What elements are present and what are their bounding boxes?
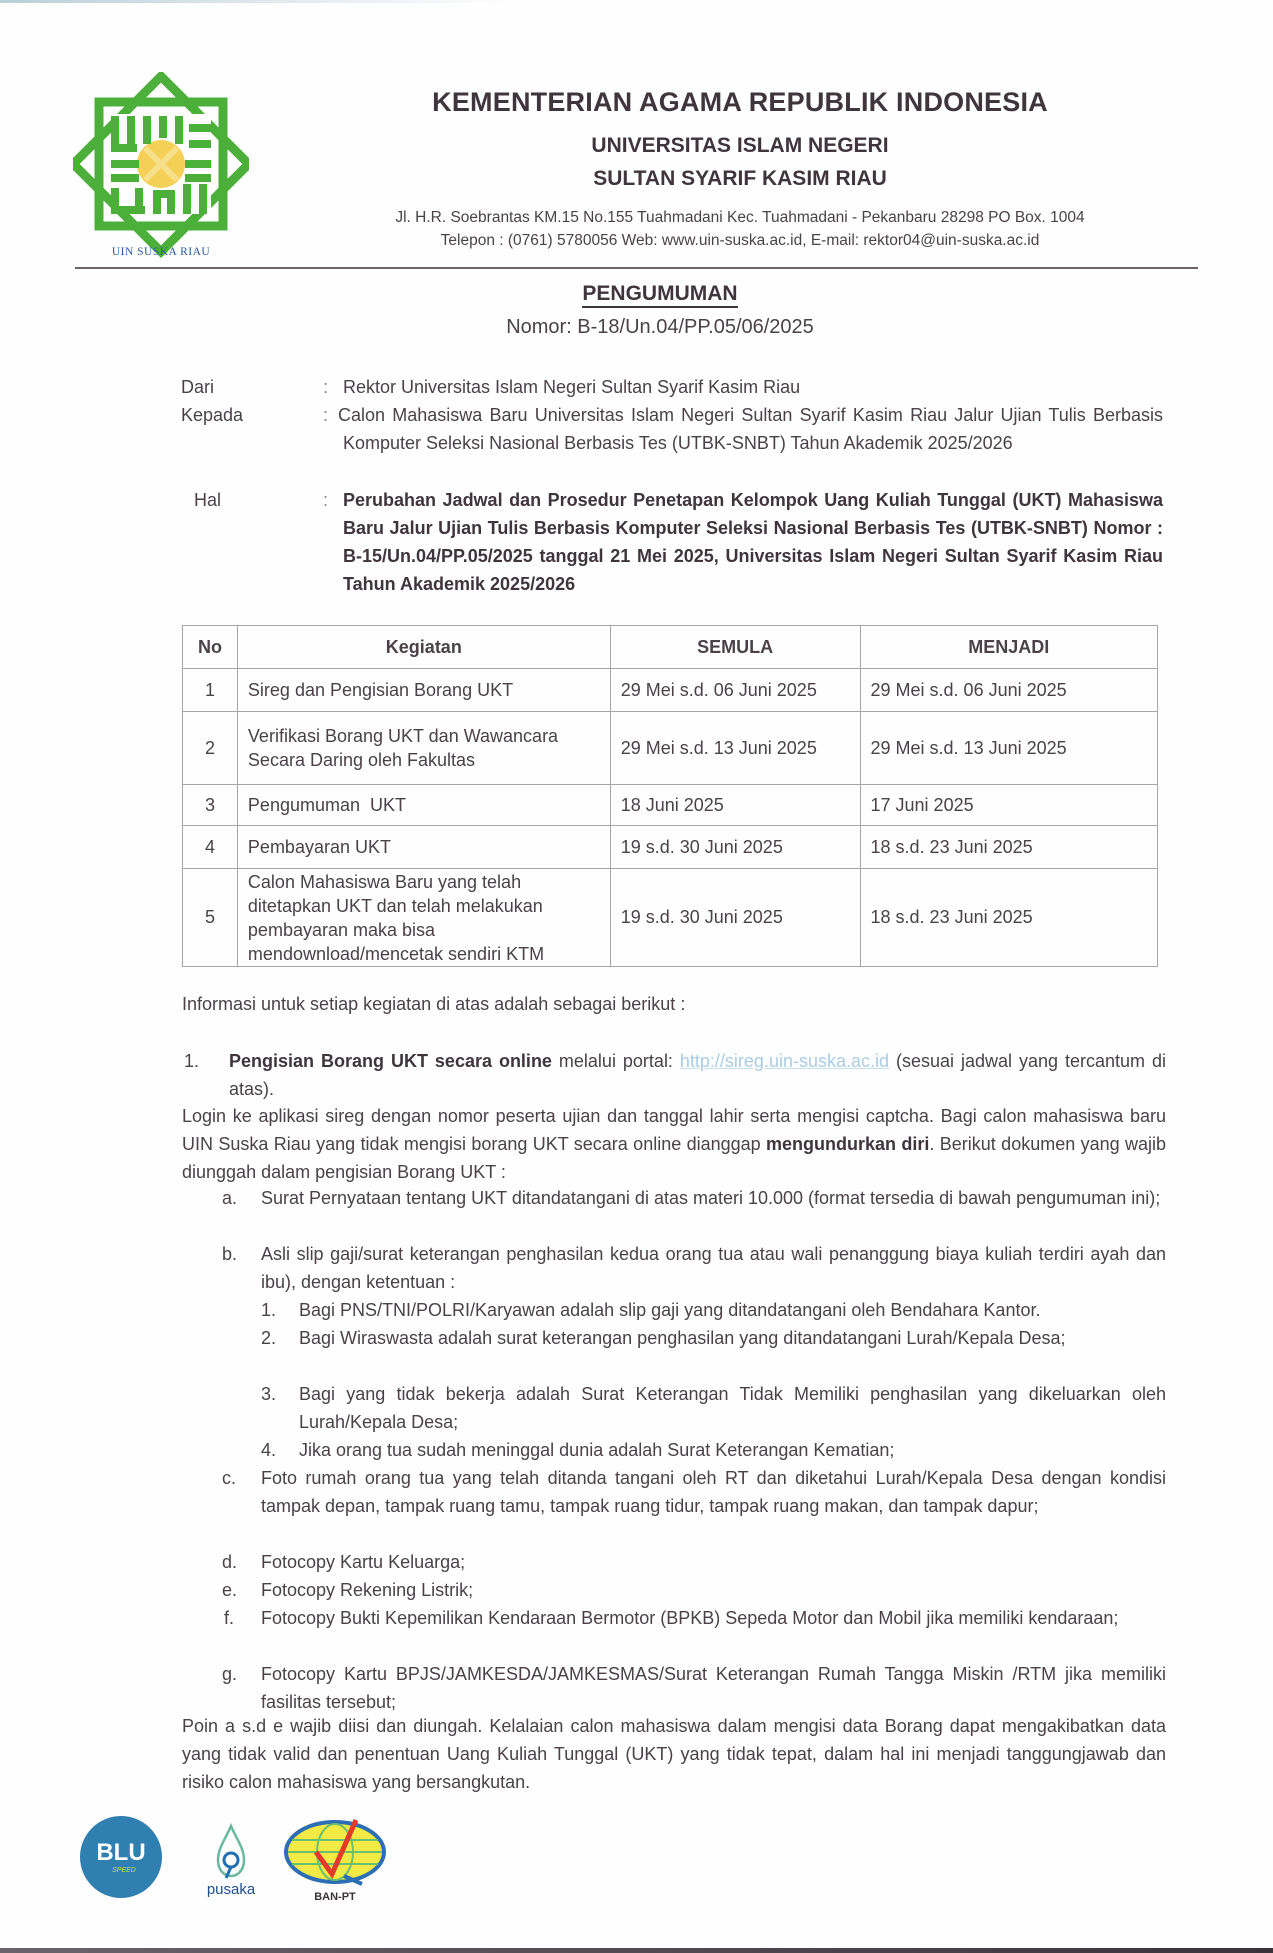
doc-c-text: Foto rumah orang tua yang telah ditanda tangani oleh RT dan diketahui Lurah/Kepala Desa dengan kondisi tampak depan, tampak ruang tamu, tampak ruang tidur, tampak ruang makan, dan tampak dapur; — [261, 1468, 1166, 1516]
table-row — [183, 869, 1158, 967]
row-no: 2 — [183, 712, 238, 785]
info-intro: Informasi untuk setiap kegiatan di atas adalah sebagai berikut : — [182, 994, 686, 1014]
logo-caption: UIN SUSKA RIAU — [111, 246, 211, 258]
row-no: 1 — [183, 669, 238, 712]
announcement-title — [400, 282, 920, 306]
doc-f-text: Fotocopy Bukti Kepemilikan Kendaraan Bermotor (BPKB) Sepeda Motor dan Mobil jika memiliki kendaraan; — [261, 1608, 1119, 1628]
from-value: Rektor Universitas Islam Negeri Sultan Syarif Kasim Riau — [343, 377, 801, 397]
ministry-name: KEMENTERIAN AGAMA REPUBLIK INDONESIA — [432, 87, 1048, 117]
doc-c-marker: c. — [222, 1468, 237, 1488]
to-colon: : — [323, 405, 329, 425]
row-kegiatan: Sireg dan Pengisian Borang UKT — [237, 669, 610, 712]
item1-number: 1. — [184, 1051, 200, 1071]
ban-pt-logo-text: BAN-PT — [314, 1891, 356, 1903]
row-no: 3 — [183, 785, 238, 826]
row-no: 5 — [183, 869, 238, 967]
login-bold: mengundurkan diri — [766, 1134, 930, 1154]
to-value: Calon Mahasiswa Baru Universitas Islam Negeri Sultan Syarif Kasim Riau Jalur Ujian Tulis Berbasis Komputer Seleksi Nasional Berbasis Tes (UTBK-SNBT) Tahun Akademik 2025/2026 — [338, 405, 1163, 453]
item1-after-link: (sesuai jadwal yang tercantum di atas). — [229, 1051, 1166, 1099]
header-no: No — [183, 626, 238, 669]
row-kegiatan: Pembayaran UKT — [237, 826, 610, 869]
subject-label: Hal — [194, 490, 222, 510]
subject-colon: : — [323, 490, 329, 510]
row-semula: 18 Juni 2025 — [610, 785, 860, 826]
scan-bottom-edge — [0, 1948, 1273, 1953]
ban-pt-logo — [282, 1818, 388, 1904]
sireg-portal-link[interactable]: http://sireg.uin-suska.ac.id — [679, 1051, 890, 1071]
item1-before-link: melalui portal: — [551, 1051, 680, 1071]
table-row — [183, 712, 1158, 785]
rule-3-marker: 3. — [261, 1384, 277, 1404]
doc-b-text: Asli slip gaji/surat keterangan penghasilan kedua orang tua atau wali penanggung biaya kuliah terdiri ayah dan ibu), dengan ketentuan : — [261, 1244, 1166, 1292]
doc-a-marker: a. — [222, 1188, 238, 1208]
rule-4-text: Jika orang tua sudah meninggal dunia adalah Surat Keterangan Kematian; — [299, 1440, 895, 1460]
rule-1-marker: 1. — [261, 1300, 277, 1320]
university-name-line1: UNIVERSITAS ISLAM NEGERI — [591, 134, 889, 157]
doc-a-text: Surat Pernyataan tentang UKT ditandatangani di atas materi 10.000 (format tersedia di bawah pengumuman ini); — [261, 1188, 1161, 1208]
row-no: 4 — [183, 826, 238, 869]
row-semula: 19 s.d. 30 Juni 2025 — [610, 869, 860, 967]
doc-d-text: Fotocopy Kartu Keluarga; — [261, 1552, 466, 1572]
from-label: Dari — [181, 377, 215, 397]
header-menjadi: MENJADI — [860, 626, 1157, 669]
closing-paragraph: Poin a s.d e wajib diisi dan diungah. Kelalaian calon mahasiswa dalam mengisi data Borang dapat mengakibatkan data yang tidak valid dan penentuan Uang Kuliah Tunggal (UKT) yang tidak tepat, dalam hal ini menjadi tanggungjawab dan risiko calon mahasiswa yang bersangkutan. — [182, 1716, 1166, 1792]
announcement-title-text: PENGUMUMAN — [582, 282, 737, 308]
row-semula: 29 Mei s.d. 13 Juni 2025 — [610, 712, 860, 785]
row-semula: 29 Mei s.d. 06 Juni 2025 — [610, 669, 860, 712]
pusaka-logo-text: pusaka — [206, 1881, 256, 1898]
doc-d-marker: d. — [222, 1552, 238, 1572]
from-colon: : — [323, 377, 329, 397]
row-semula: 19 s.d. 30 Juni 2025 — [610, 826, 860, 869]
subject-value: Perubahan Jadwal dan Prosedur Penetapan Kelompok Uang Kuliah Tunggal (UKT) Mahasiswa Baru Jalur Ujian Tulis Berbasis Komputer Seleksi Nasional Berbasis Tes (UTBK-SNBT) Nomor : B-15/Un.04/PP.05/2025 tanggal 21 Mei 2025, Universitas Islam Negeri Sultan Syarif Kasim Riau Tahun Akademik 2025/2026 — [343, 490, 1163, 594]
row-kegiatan: Calon Mahasiswa Baru yang telah ditetapkan UKT dan telah melakukan pembayaran maka bisa mendownload/mencetak sendiri KTM — [237, 869, 610, 967]
table-header-row — [183, 626, 1158, 669]
row-menjadi: 29 Mei s.d. 06 Juni 2025 — [860, 669, 1157, 712]
pusaka-logo — [196, 1822, 266, 1902]
blu-logo — [78, 1814, 164, 1900]
row-menjadi: 18 s.d. 23 Juni 2025 — [860, 869, 1157, 967]
header-kegiatan: Kegiatan — [237, 626, 610, 669]
rule-3-text: Bagi yang tidak bekerja adalah Surat Keterangan Tidak Memiliki penghasilan yang dikeluarkan oleh Lurah/Kepala Desa; — [299, 1384, 1166, 1432]
row-menjadi: 17 Juni 2025 — [860, 785, 1157, 826]
rule-2-text: Bagi Wiraswasta adalah surat keterangan penghasilan yang ditandatangani Lurah/Kepala Desa; — [299, 1328, 1066, 1348]
login-paragraph — [182, 1102, 1166, 1186]
doc-e-text: Fotocopy Rekening Listrik; — [261, 1580, 474, 1600]
address: Jl. H.R. Soebrantas KM.15 No.155 Tuahmadani Kec. Tuahmadani - Pekanbaru 28298 PO Box. 1004 — [395, 209, 1085, 226]
row-kegiatan: Pengumuman UKT — [237, 785, 610, 826]
login-text-after: . Berikut dokumen yang wajib diunggah dalam pengisian Borang UKT : — [182, 1134, 1167, 1182]
table-row — [183, 826, 1158, 869]
rule-1-text: Bagi PNS/TNI/POLRI/Karyawan adalah slip gaji yang ditandatangani oleh Bendahara Kantor. — [299, 1300, 1041, 1320]
doc-f-marker: f. — [224, 1608, 235, 1628]
doc-e-marker: e. — [222, 1580, 238, 1600]
university-name-line2: SULTAN SYARIF KASIM RIAU — [593, 167, 887, 190]
blu-logo-subtext: SPEED — [112, 1867, 136, 1874]
announcement-number: Nomor: B-18/Un.04/PP.05/06/2025 — [506, 316, 814, 338]
row-kegiatan: Verifikasi Borang UKT dan Wawancara Secara Daring oleh Fakultas — [237, 712, 610, 785]
scan-top-edge — [0, 0, 520, 3]
rule-2-marker: 2. — [261, 1328, 277, 1348]
login-text: Login ke aplikasi sireg dengan nomor peserta ujian dan tanggal lahir serta mengisi captcha. Bagi calon mahasiswa baru UIN Suska Riau yang tidak mengisi borang UKT secara online dianggap — [182, 1106, 1166, 1154]
doc-g-text: Fotocopy Kartu BPJS/JAMKESDA/JAMKESMAS/Surat Keterangan Rumah Tangga Miskin /RTM jika memiliki fasilitas tersebut; — [261, 1664, 1166, 1712]
row-menjadi: 29 Mei s.d. 13 Juni 2025 — [860, 712, 1157, 785]
blu-logo-text: BLU — [96, 1839, 146, 1866]
header-semula: SEMULA — [610, 626, 860, 669]
table-row — [183, 785, 1158, 826]
item1-text — [229, 1047, 1166, 1103]
contact-info: Telepon : (0761) 5780056 Web: www.uin-suska.ac.id, E-mail: rektor04@uin-suska.ac.id — [440, 232, 1040, 249]
item1-bold: Pengisian Borang UKT secara online — [229, 1051, 552, 1071]
schedule-table — [182, 625, 1158, 967]
rule-4-marker: 4. — [261, 1440, 277, 1460]
to-label: Kepada — [181, 405, 244, 425]
letterhead-divider — [75, 267, 1198, 269]
uin-suska-logo — [73, 72, 249, 262]
table-row — [183, 669, 1158, 712]
doc-b-marker: b. — [222, 1244, 238, 1264]
row-menjadi: 18 s.d. 23 Juni 2025 — [860, 826, 1157, 869]
doc-g-marker: g. — [222, 1664, 238, 1684]
